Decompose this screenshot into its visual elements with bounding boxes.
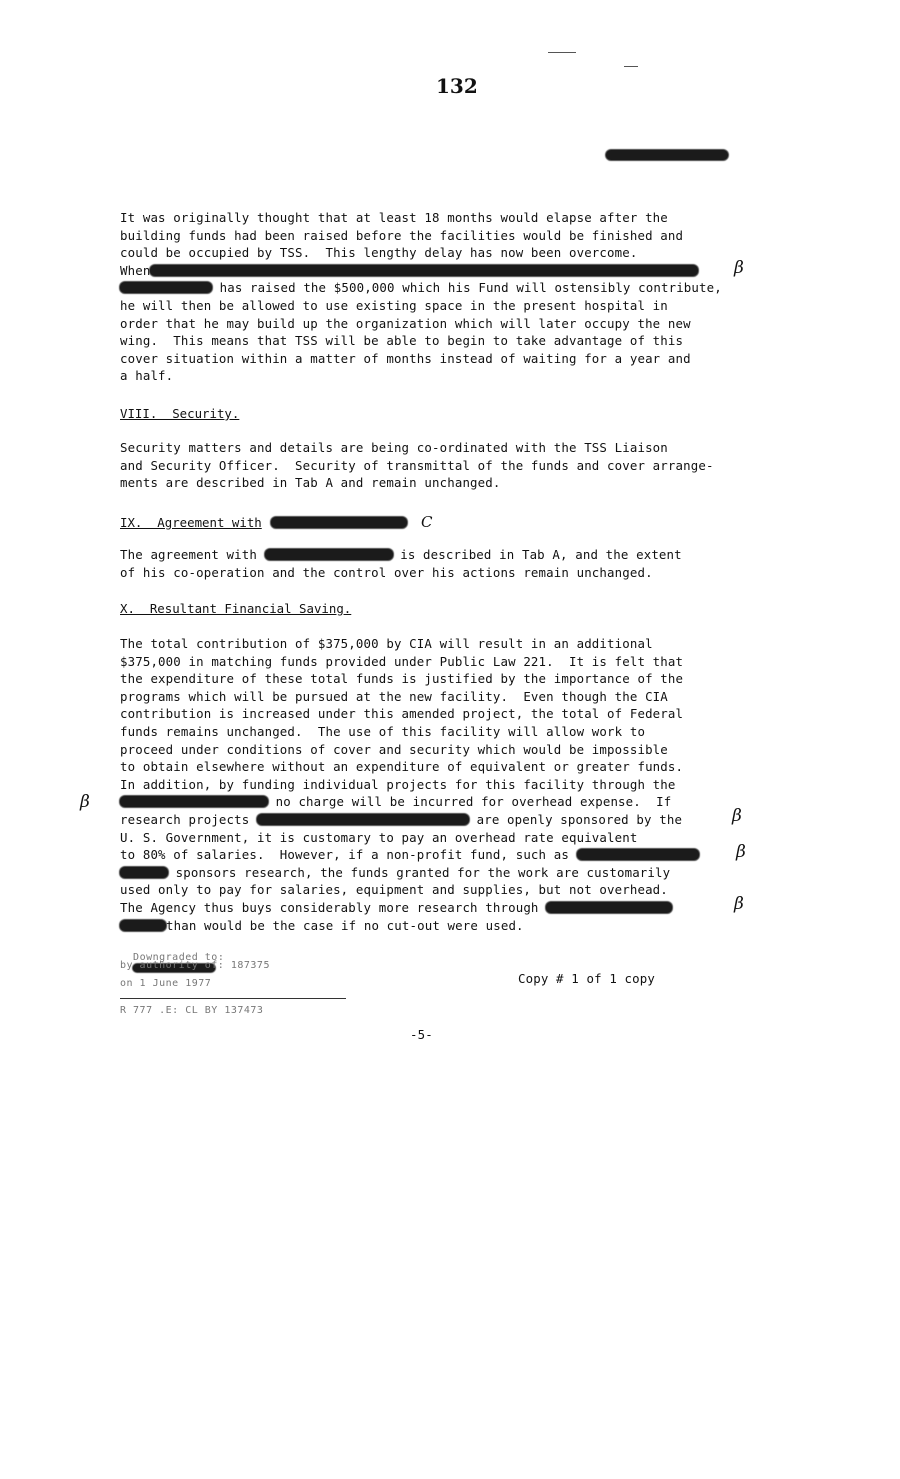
line-text: of his co-operation and the control over his actions remain unchanged. — [120, 564, 653, 580]
top-scribble-mark — [624, 66, 638, 67]
line-text: building funds had been raised before the facilities would be finished and — [120, 227, 684, 243]
margin-b-mark: β — [736, 842, 746, 862]
redaction-bar — [265, 549, 393, 560]
line-text: he will then be allowed to use existing space in the present hospital in — [120, 297, 668, 313]
line-text: has raised the $500,000 which his Fund will ostensibly contribute, — [212, 280, 722, 296]
text-line — [120, 723, 699, 741]
top-scribble-mark — [548, 52, 576, 53]
line-text: The agreement with — [120, 547, 265, 562]
paragraph-agreement — [120, 546, 682, 581]
text-line: and Security Officer. Security of transmittal of the funds and cover arrange- — [120, 457, 714, 473]
downgrade-stamp-line: by authority of: 187375 — [120, 960, 270, 971]
text-line — [120, 793, 699, 811]
text-line — [120, 367, 722, 385]
text-line — [120, 279, 722, 297]
redaction-bar — [120, 796, 268, 807]
line-text: $375,000 in matching funds provided under Public Law 221. It is felt that — [120, 653, 684, 669]
text-line — [120, 564, 682, 582]
text-line — [120, 297, 722, 315]
text-line — [120, 899, 699, 917]
text-line — [120, 776, 699, 794]
text-line — [120, 846, 699, 864]
text-line — [120, 315, 722, 333]
line-text: It was originally thought that at least 18 months would elapse after the — [120, 210, 668, 225]
line-text: sponsors research, the funds granted for the work are customarily — [168, 864, 671, 880]
text-line — [120, 829, 699, 847]
line-text: could be occupied by TSS. This lengthy delay has now been overcome. — [120, 245, 638, 261]
text-line — [120, 227, 722, 245]
line-text: proceed under conditions of cover and security which would be impossible — [120, 741, 668, 757]
margin-c-mark: C — [421, 513, 433, 531]
line-text: than would be the case if no cut-out were used. — [166, 917, 524, 933]
line-text: research projects — [120, 811, 257, 827]
text-line — [120, 917, 699, 935]
line-text: funds remains unchanged. The use of this facility will allow work to — [120, 723, 646, 739]
line-text: the expenditure of these total funds is justified by the importance of the — [120, 671, 684, 687]
redaction-bar — [271, 517, 407, 528]
stamp-divider — [120, 998, 346, 999]
line-text: order that he may build up the organization which will later occupy the new — [120, 315, 691, 331]
page-footer: -5- — [410, 1027, 433, 1042]
text-line — [120, 688, 699, 706]
line-text: to 80% of salaries. However, if a non-profit fund, such as — [120, 847, 577, 863]
margin-b-mark: β — [80, 792, 90, 812]
text-line — [120, 546, 682, 564]
text-line — [120, 635, 699, 653]
line-text: The total contribution of $375,000 by CIA will result in an additional — [120, 636, 653, 651]
redaction-bar — [120, 867, 168, 878]
text-line: ments are described in Tab A and remain unchanged. — [120, 475, 501, 491]
text-line — [120, 741, 699, 759]
text-line — [120, 209, 722, 227]
text-line — [120, 811, 699, 829]
downgrade-stamp-line: R 777 .E: CL BY 137473 — [120, 1005, 264, 1016]
heading-financial-saving: X. Resultant Financial Saving. — [120, 601, 352, 616]
heading-security: VIII. Security. — [120, 406, 240, 421]
redaction-bar — [257, 814, 469, 825]
copy-number-note: Copy # 1 of 1 copy — [518, 971, 655, 986]
line-text: are openly sponsored by the — [468, 811, 683, 827]
text-line — [120, 332, 722, 350]
redaction-bar — [606, 150, 728, 160]
heading-agreement-label: IX. Agreement with — [120, 515, 262, 530]
downgrade-stamp-line: on 1 June 1977 — [120, 978, 212, 989]
line-text: is described in Tab A, and the extent — [392, 547, 682, 562]
redaction-bar — [150, 265, 698, 276]
redaction-bar — [546, 902, 672, 913]
text-line — [120, 705, 699, 723]
line-text: contribution is increased under this amended project, the total of Federal — [120, 706, 684, 722]
margin-b-mark: β — [734, 894, 744, 914]
line-text: to obtain elsewhere without an expenditure of equivalent or greater funds. — [120, 759, 684, 775]
line-text: When — [120, 262, 151, 278]
margin-b-mark: β — [732, 806, 742, 826]
line-text: cover situation within a matter of months instead of waiting for a year and — [120, 350, 691, 366]
line-text: In addition, by funding individual projects for this facility through the — [120, 776, 676, 792]
stamp-text: Downgraded to: — [133, 952, 225, 963]
redaction-bar — [120, 920, 166, 931]
line-text: no charge will be incurred for overhead expense. If — [268, 794, 672, 810]
text-line — [120, 653, 699, 671]
line-text: used only to pay for salaries, equipment and supplies, but not overhead. — [120, 882, 668, 898]
page-number: 132 — [436, 74, 478, 98]
line-text: programs which will be pursued at the new facility. Even though the CIA — [120, 688, 668, 704]
text-line — [120, 670, 699, 688]
line-text: wing. This means that TSS will be able to begin to take advantage of this — [120, 333, 684, 349]
line-text: The Agency thus buys considerably more research through — [120, 899, 547, 915]
line-text: a half. — [120, 368, 174, 384]
redaction-bar — [577, 849, 699, 860]
heading-agreement — [120, 512, 433, 531]
text-line — [120, 758, 699, 776]
paragraph-financial — [120, 635, 699, 934]
text-line — [120, 262, 722, 280]
paragraph-security — [120, 439, 714, 492]
paragraph-intro — [120, 209, 722, 385]
text-line: Security matters and details are being co-ordinated with the TSS Liaison — [120, 440, 668, 455]
text-line — [120, 350, 722, 368]
text-line — [120, 881, 699, 899]
text-line — [120, 864, 699, 882]
margin-b-mark: β — [734, 258, 744, 278]
redaction-bar — [120, 282, 212, 293]
text-line — [120, 244, 722, 262]
line-text: U. S. Government, it is customary to pay an overhead rate equivalent — [120, 829, 638, 845]
